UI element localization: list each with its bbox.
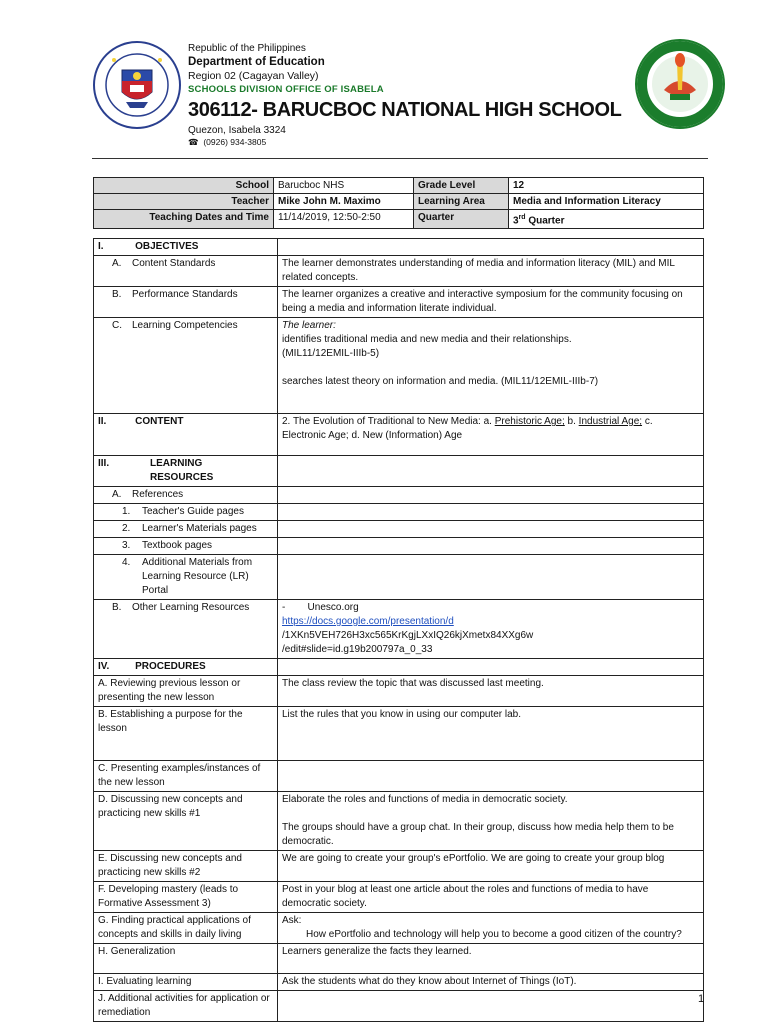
procedure-b-label: B. Establishing a purpose for the lesson — [94, 707, 278, 761]
procedure-f-value: Post in your blog at least one article about the roles and functions of media to have democratic society. — [278, 882, 704, 913]
school-address: Quezon, Isabela 3324 — [188, 125, 286, 136]
table-row — [94, 210, 704, 229]
procedure-j-value — [278, 991, 704, 1022]
republic-line: Republic of the Philippines — [188, 43, 306, 54]
dates-value: 11/14/2019, 12:50-2:50 — [274, 210, 414, 229]
procedure-e-label: E. Discussing new concepts and practicing new skills #2 — [94, 851, 278, 882]
learning-resources-heading: III. LEARNING RESOURCES — [94, 456, 278, 487]
procedure-f-label: F. Developing mastery (leads to Formative Assessment 3) — [94, 882, 278, 913]
quarter-label: Quarter — [414, 210, 509, 229]
procedure-g-label: G. Finding practical applications of concepts and skills in daily living — [94, 913, 278, 944]
learning-area-label: Learning Area — [414, 194, 509, 210]
other-resources-label: B. Other Learning Resources — [94, 600, 278, 659]
division-line: SCHOOLS DIVISION OFFICE OF ISABELA — [188, 84, 384, 95]
performance-standards-value: The learner organizes a creative and interactive symposium for the community focusing on being a media and information literate individual. — [278, 287, 704, 318]
school-phone — [188, 137, 628, 148]
header-divider — [92, 158, 708, 159]
table-row — [94, 256, 704, 287]
references-label: A. References — [94, 487, 278, 504]
table-row — [94, 194, 704, 210]
table-row — [94, 659, 704, 676]
table-row — [94, 504, 704, 521]
table-row — [94, 882, 704, 913]
procedure-g-value: Ask: How ePortfolio and technology will help you to become a good citizen of the country? — [278, 913, 704, 944]
learning-competencies-label: C. Learning Competencies — [94, 318, 278, 414]
phone-icon: ☎ — [188, 137, 199, 147]
teacher-value: Mike John M. Maximo — [274, 194, 414, 210]
procedure-a-value: The class review the topic that was discussed last meeting. — [278, 676, 704, 707]
textbook-pages-label: 3. Textbook pages — [94, 538, 278, 555]
table-row — [94, 521, 704, 538]
content-heading: II. CONTENT — [94, 414, 278, 456]
learning-area-value: Media and Information Literacy — [509, 194, 704, 210]
phone-number: (0926) 934-3805 — [203, 137, 267, 147]
additional-materials-label: 4. Additional Materials from Learning Resource (LR) Portal — [94, 555, 278, 600]
school-value: Barucboc NHS — [274, 178, 414, 194]
lesson-info-table — [93, 177, 704, 229]
lesson-plan-table — [93, 238, 704, 1022]
table-row — [94, 974, 704, 991]
table-row — [94, 792, 704, 851]
procedure-d-label: D. Discussing new concepts and practicing new skills #1 — [94, 792, 278, 851]
quarter-value: 3rd Quarter — [509, 210, 704, 229]
table-row — [94, 600, 704, 659]
table-row — [94, 239, 704, 256]
procedure-h-label: H. Generalization — [94, 944, 278, 974]
content-standards-value: The learner demonstrates understanding of media and information literacy (MIL) and MIL related concepts. — [278, 256, 704, 287]
learning-competencies-value: The learner: identifies traditional media and new media and their relationships. (MIL11/12EMIL-IIIb-5) searches latest theory on information and media. (MIL11/12EMIL-IIIb-7) — [278, 318, 704, 414]
page-number: 1 — [698, 993, 705, 1005]
table-row — [94, 178, 704, 194]
table-row — [94, 851, 704, 882]
procedure-e-value: We are going to create your group's ePortfolio. We are going to create your group blog — [278, 851, 704, 882]
table-row — [94, 991, 704, 1022]
teachers-guide-label: 1. Teacher's Guide pages — [94, 504, 278, 521]
region-line: Region 02 (Cagayan Valley) — [188, 70, 319, 82]
other-resources-value: - Unesco.org https://docs.google.com/presentation/d /1XKn5VEH726H3xc565KrKgjLXxIQ26kjXmetx84XXg6w /edit#slide=id.g19b200797a_0_33 — [278, 600, 704, 659]
grade-label: Grade Level — [414, 178, 509, 194]
table-row — [94, 287, 704, 318]
procedure-d-value: Elaborate the roles and functions of media in democratic society. The groups should have a group chat. In their group, discuss how media help them to be democratic. — [278, 792, 704, 851]
content-standards-label: A. Content Standards — [94, 256, 278, 287]
dates-label: Teaching Dates and Time — [94, 210, 274, 229]
letterhead — [188, 42, 628, 148]
table-row — [94, 456, 704, 487]
procedure-c-label: C. Presenting examples/instances of the new lesson — [94, 761, 278, 792]
table-row — [94, 555, 704, 600]
department-line: Department of Education — [188, 56, 325, 68]
table-row — [94, 913, 704, 944]
grade-value: 12 — [509, 178, 704, 194]
table-row — [94, 538, 704, 555]
procedure-h-value: Learners generalize the facts they learned. — [278, 944, 704, 974]
school-name: 306112- BARUCBOC NATIONAL HIGH SCHOOL — [188, 99, 622, 121]
teacher-label: Teacher — [94, 194, 274, 210]
procedure-j-label: J. Additional activities for application or remediation — [94, 991, 278, 1022]
table-row — [94, 676, 704, 707]
deped-seal-logo — [92, 40, 182, 130]
table-row — [94, 318, 704, 414]
procedure-c-value — [278, 761, 704, 792]
procedures-heading: IV. PROCEDURES — [94, 659, 278, 676]
content-value: 2. The Evolution of Traditional to New Media: a. Prehistoric Age; b. Industrial Age; c. Electronic Age; d. New (Information) Age — [278, 414, 704, 456]
procedure-i-label: I. Evaluating learning — [94, 974, 278, 991]
learners-materials-label: 2. Learner's Materials pages — [94, 521, 278, 538]
table-row — [94, 487, 704, 504]
division-seal-logo — [634, 38, 726, 130]
table-row — [94, 414, 704, 456]
procedure-i-value: Ask the students what do they know about Internet of Things (IoT). — [278, 974, 704, 991]
school-label: School — [94, 178, 274, 194]
table-row — [94, 944, 704, 974]
table-row — [94, 761, 704, 792]
procedure-a-label: A. Reviewing previous lesson or presenting the new lesson — [94, 676, 278, 707]
table-row — [94, 707, 704, 761]
performance-standards-label: B. Performance Standards — [94, 287, 278, 318]
procedure-b-value: List the rules that you know in using our computer lab. — [278, 707, 704, 761]
objectives-heading: I. OBJECTIVES — [94, 239, 278, 256]
presentation-link[interactable]: https://docs.google.com/presentation/d — [282, 616, 454, 627]
